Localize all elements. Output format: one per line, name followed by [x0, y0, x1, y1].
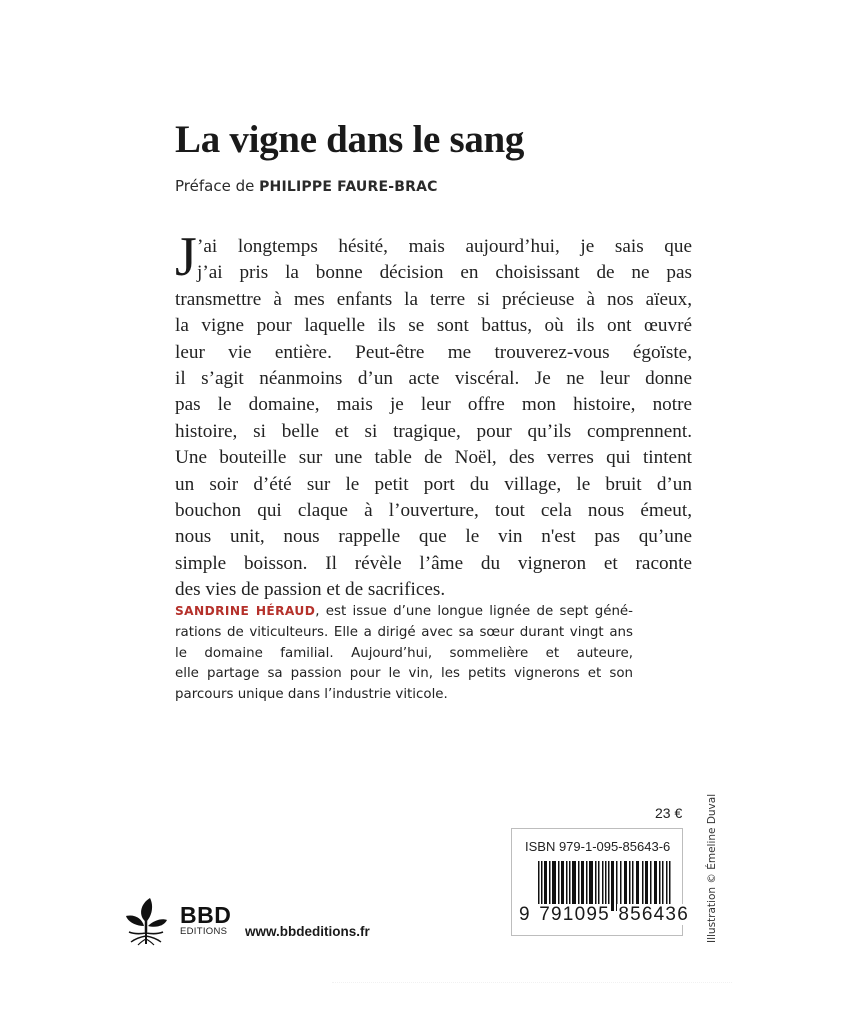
barcode-group-1: 791095: [539, 904, 610, 925]
blurb-line: leur vie entière. Peut-être me trouverez-vous égoïste,: [175, 341, 692, 363]
blurb-line: j’ai pris la bonne décision en choisissant de ne pas: [197, 262, 692, 284]
isbn-number: ISBN 979-1-095-85643-6: [525, 839, 671, 854]
blurb-line: simple boisson. Il révèle l’âme du vigneron et raconte: [175, 552, 692, 574]
bio-line: [175, 601, 633, 623]
illustration-credit: [704, 793, 720, 943]
bio-line: elle partage sa passion pour le vin, les petits vignerons et son: [175, 666, 633, 682]
publisher-name: BBD: [180, 902, 232, 928]
bio-line: le domaine familial. Aujourd’hui, sommelière et auteure,: [175, 645, 633, 661]
blurb-line: ’ai longtemps hésité, mais aujourd’hui, je sais que: [197, 236, 692, 257]
isbn-barcode: [511, 828, 689, 936]
preface-author-name: PHILIPPE FAURE-BRAC: [259, 179, 438, 195]
plant-with-roots-icon: [124, 896, 168, 946]
publisher-subtitle: EDITIONS: [180, 926, 228, 937]
drop-cap: J: [175, 226, 197, 288]
preface-prefix: Préface de: [175, 177, 260, 195]
blurb-line: pas le domaine, mais je leur offre mon histoire, notre: [175, 394, 692, 416]
barcode-group-2: 856436: [618, 904, 689, 925]
barcode-digits: [518, 904, 690, 926]
barcode-first-digit: 9: [519, 904, 531, 925]
blurb-line: Une bouteille sur une table de Noël, des verres qui tintent: [175, 447, 692, 469]
book-title: La vigne dans le sang: [175, 118, 525, 161]
bio-line: rations de viticulteurs. Elle a dirigé avec sa sœur durant vingt ans: [175, 624, 633, 640]
blurb-line: bouchon qui claque à l’ouverture, tout cela nous émeut,: [175, 500, 692, 522]
blurb-line: des vies de passion et de sacrifices.: [175, 579, 446, 601]
illustration-credit-text: Illustration © Émeline Duval: [706, 793, 718, 943]
blurb-line: un soir d’été sur le petit port du village, le bruit d’un: [175, 473, 692, 495]
preface-credit: [175, 177, 438, 195]
blurb-line: nous unit, nous rappelle que le vin n'est pas qu’une: [175, 526, 692, 548]
faint-divider: [332, 982, 732, 983]
price-label: 23 €: [655, 805, 683, 821]
bio-line: parcours unique dans l’industrie viticole.: [175, 687, 448, 703]
blurb-line: transmettre à mes enfants la terre si précieuse à nos aïeux,: [175, 288, 692, 310]
blurb-line: histoire, si belle et si tragique, pour qu’ils comprennent.: [175, 420, 692, 442]
publisher-brand: [180, 904, 231, 938]
author-name: SANDRINE HÉRAUD: [175, 604, 316, 618]
bio-first-line-text: , est issue d’une longue lignée de sept géné-: [315, 604, 633, 619]
blurb-line: il s’agit néanmoins d’un acte viscéral. Je ne leur donne: [175, 368, 692, 390]
blurb-line: la vigne pour laquelle ils se sont battus, où ils ont œuvré: [175, 315, 692, 337]
author-bio: [175, 601, 633, 706]
blurb-paragraph: [175, 226, 692, 604]
publisher-website: www.bbdeditions.fr: [245, 924, 370, 939]
